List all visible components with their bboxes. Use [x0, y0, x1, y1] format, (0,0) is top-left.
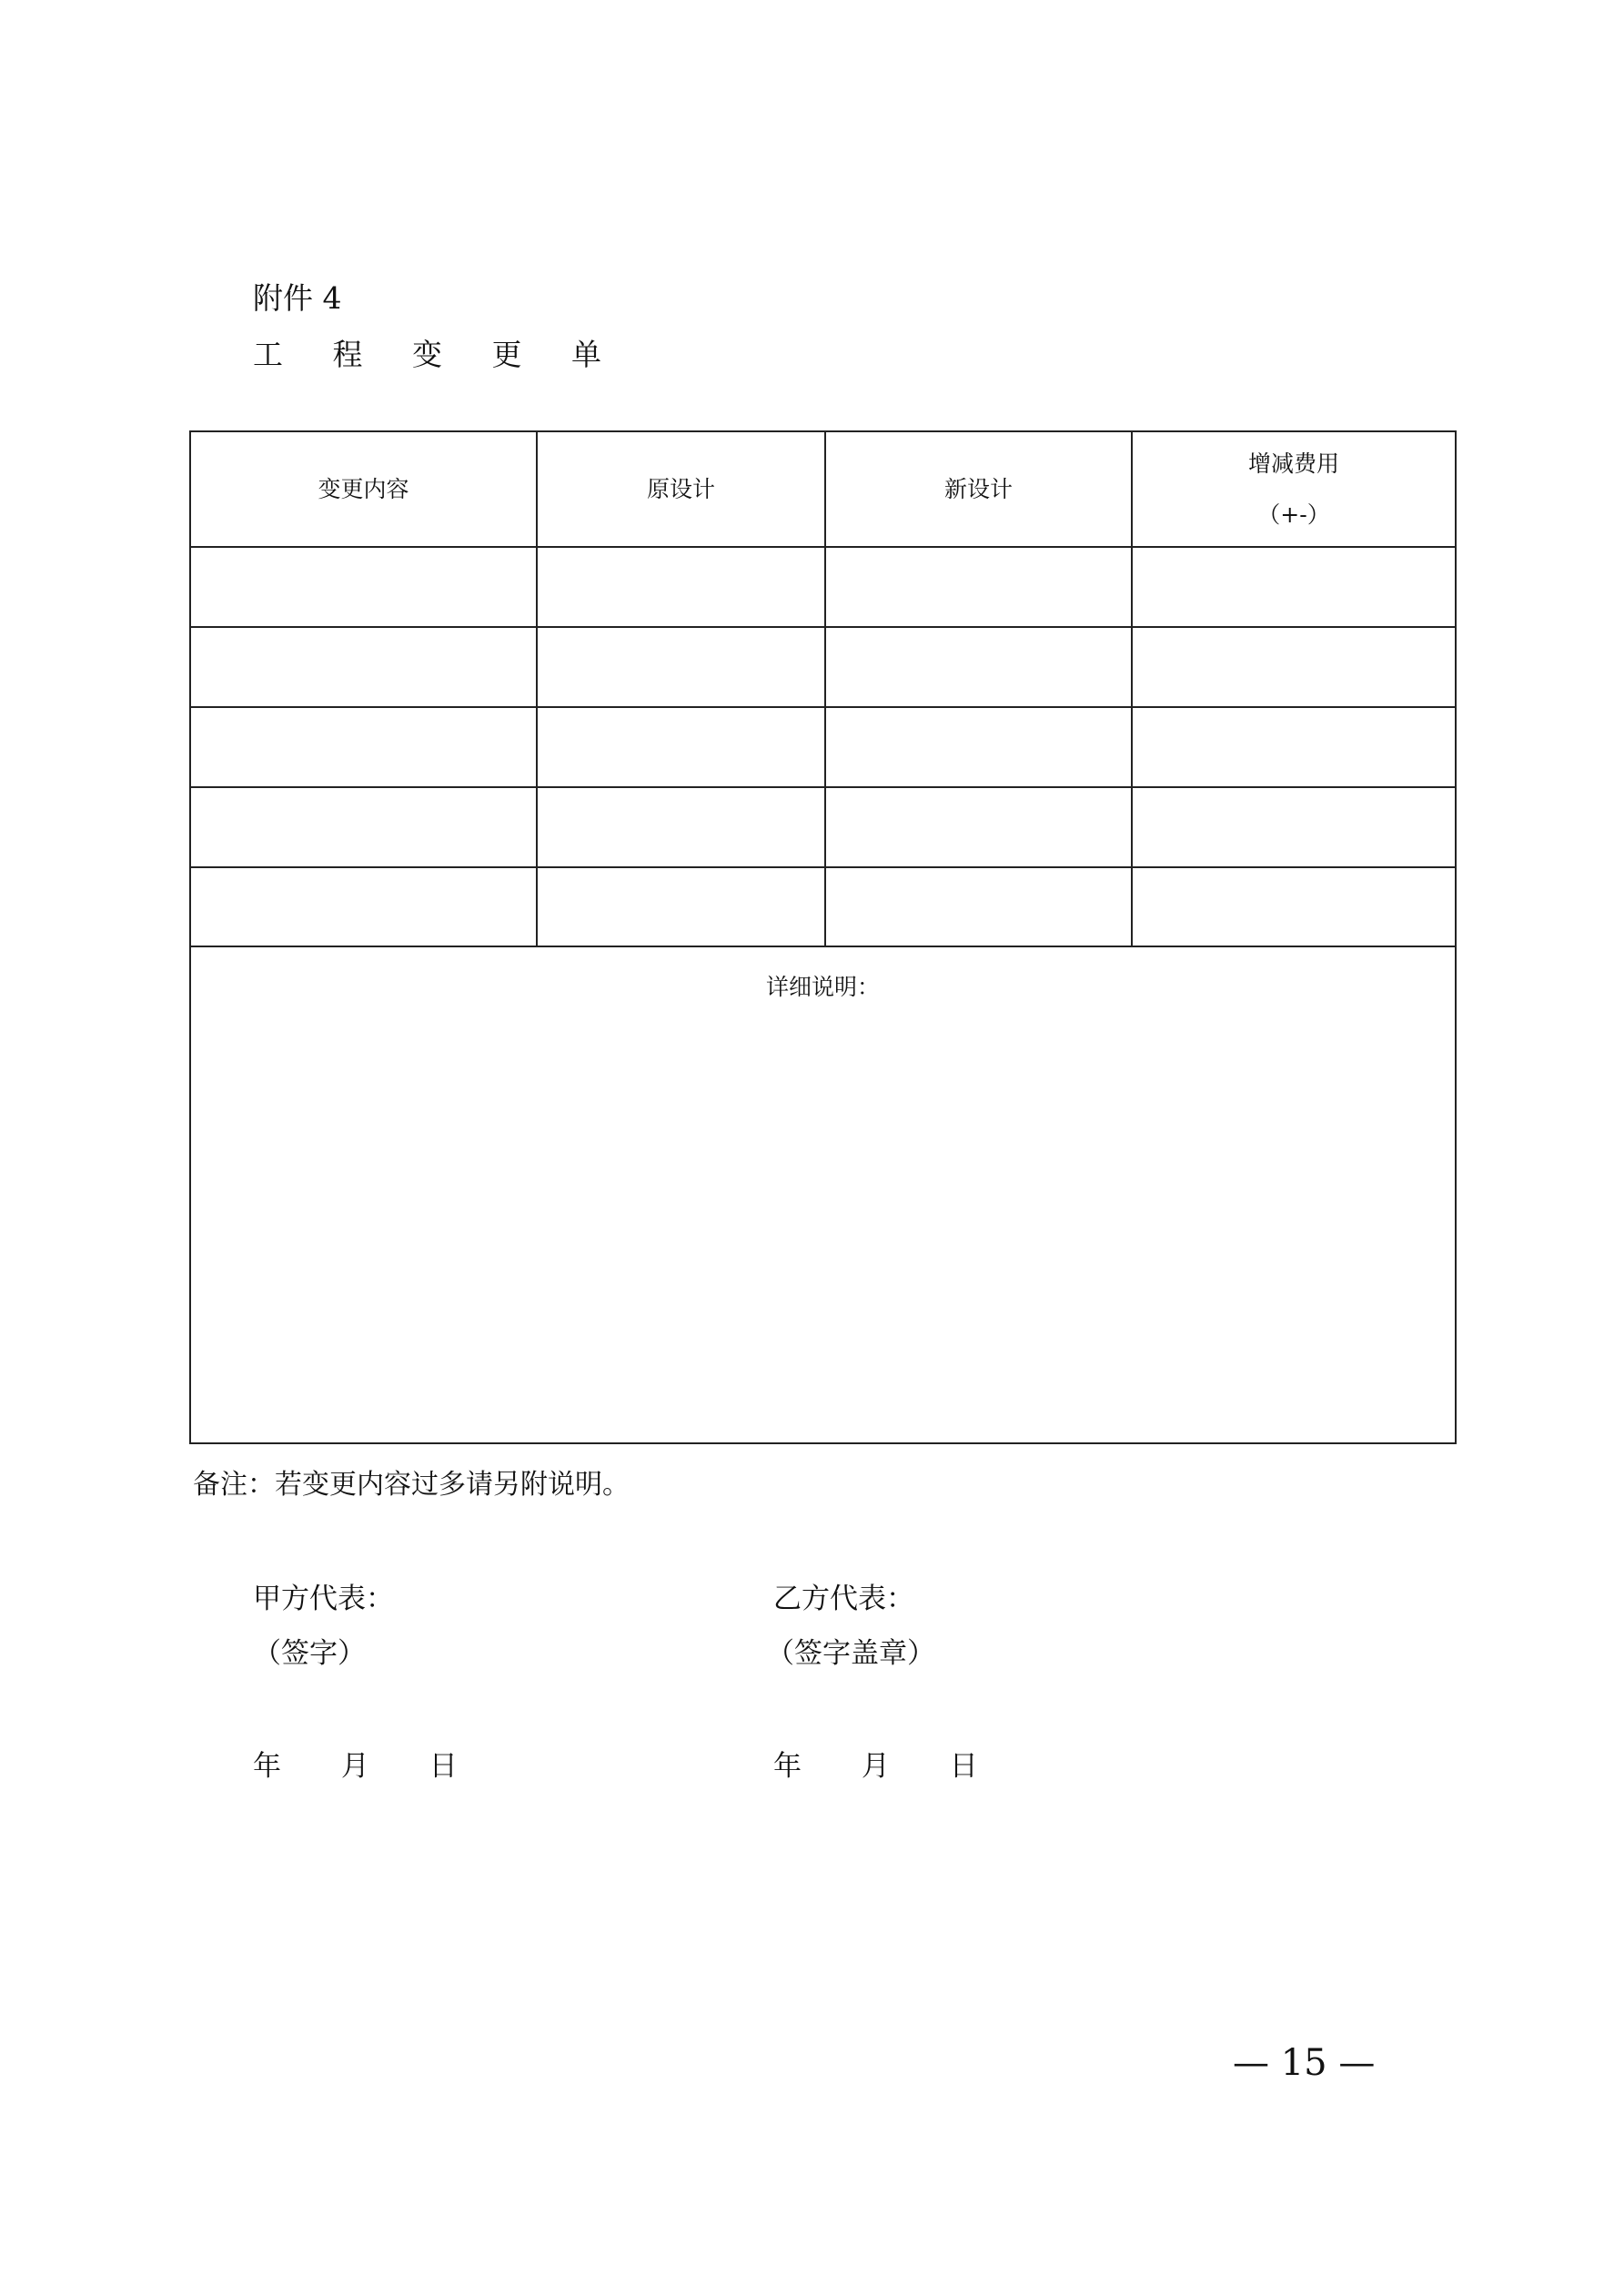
table-cell-original-design[interactable]	[538, 788, 824, 866]
column-header-change-content: 变更内容	[318, 476, 409, 502]
date-day: 日	[949, 1750, 978, 1783]
table-cell-new-design[interactable]	[826, 868, 1131, 946]
column-header-original-design: 原设计	[646, 476, 715, 502]
table-cell-change-content[interactable]	[191, 788, 536, 866]
column-header-new-design: 新设计	[943, 476, 1013, 502]
party-a-label: 甲方代表：	[253, 1583, 394, 1615]
table-cell-change-content[interactable]	[191, 548, 536, 626]
table-cell-change-content[interactable]	[191, 708, 536, 786]
table-cell-original-design[interactable]	[538, 868, 824, 946]
cost-header-label: 增减费用	[1247, 450, 1339, 477]
date-year: 年	[773, 1750, 802, 1783]
table-cell-cost-change[interactable]	[1133, 868, 1455, 946]
page-number: — 15 —	[1233, 2042, 1376, 2084]
party-b-label: 乙方代表：	[773, 1583, 914, 1615]
form-title: 工 程 变 更 单	[253, 337, 621, 372]
table-cell-change-content[interactable]	[191, 868, 536, 946]
table-cell-cost-change[interactable]	[1133, 628, 1455, 706]
table-cell-cost-change[interactable]	[1133, 788, 1455, 866]
date-day: 日	[429, 1750, 458, 1783]
party-b-date	[773, 1749, 978, 1784]
detail-description-area[interactable]	[191, 1015, 1455, 1406]
remark-note: 备注：若变更内容过多请另附说明。	[193, 1469, 630, 1501]
attachment-label: 附件 4	[253, 280, 342, 316]
table-cell-original-design[interactable]	[538, 708, 824, 786]
change-order-table	[189, 430, 1457, 1444]
table-cell-original-design[interactable]	[538, 628, 824, 706]
column-header-cost-change	[1133, 432, 1455, 547]
date-year: 年	[253, 1750, 281, 1783]
date-month: 月	[861, 1750, 890, 1783]
table-cell-cost-change[interactable]	[1133, 548, 1455, 626]
table-cell-new-design[interactable]	[826, 708, 1131, 786]
table-cell-new-design[interactable]	[826, 548, 1131, 626]
party-a-sign-hint: （签字）	[253, 1637, 366, 1670]
table-cell-original-design[interactable]	[538, 548, 824, 626]
date-month: 月	[340, 1750, 369, 1783]
party-a-date	[253, 1749, 458, 1784]
table-cell-new-design[interactable]	[826, 628, 1131, 706]
party-b-sign-hint: （签字盖章）	[766, 1637, 935, 1670]
table-cell-change-content[interactable]	[191, 628, 536, 706]
table-cell-cost-change[interactable]	[1133, 708, 1455, 786]
table-cell-new-design[interactable]	[826, 788, 1131, 866]
detail-description-label: 详细说明：	[765, 974, 880, 1000]
cost-header-sign: （+-）	[1257, 501, 1330, 528]
